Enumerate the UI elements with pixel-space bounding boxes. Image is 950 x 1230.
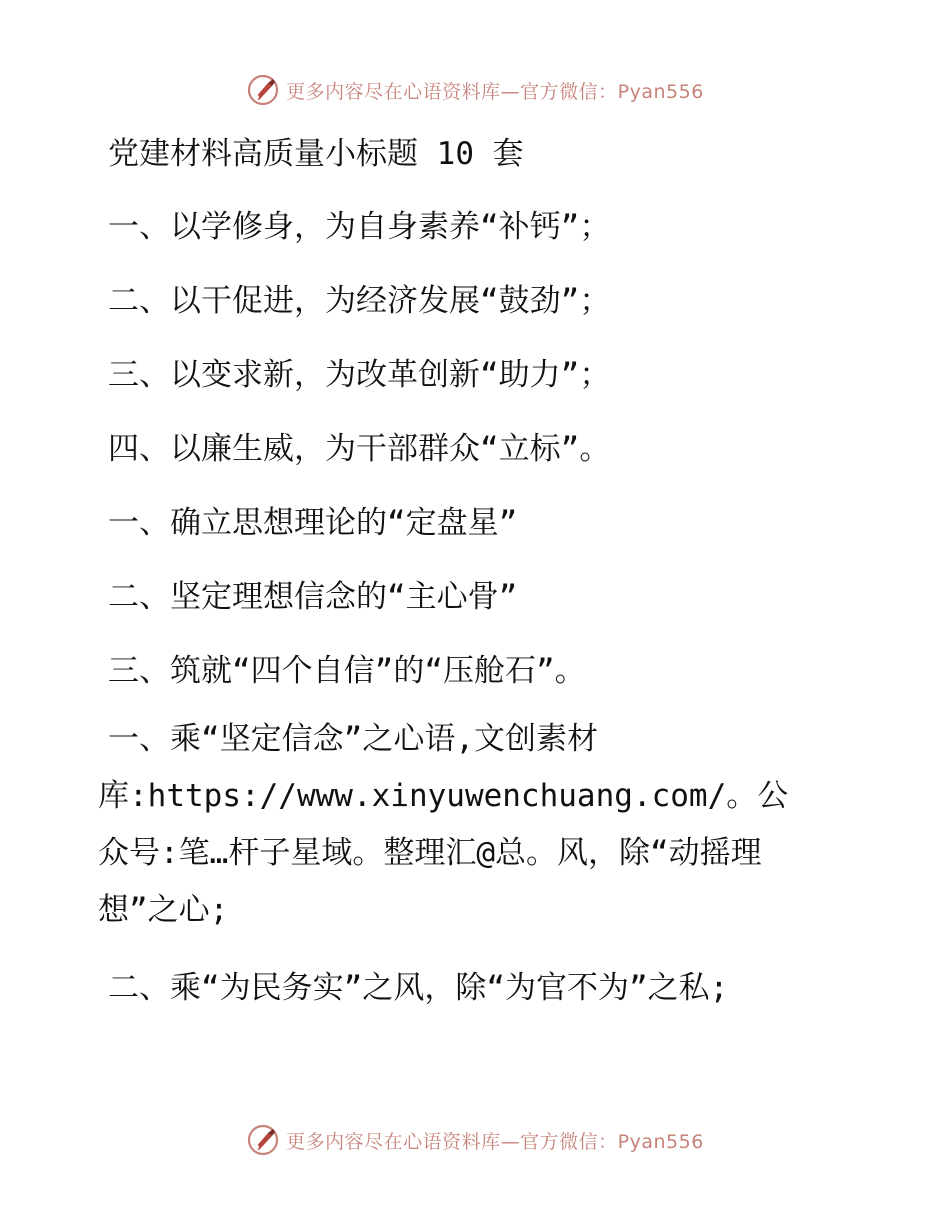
list-item: 三、筑就“四个自信”的“压舱石”。	[108, 653, 586, 689]
list-item: 一、以学修身，为自身素养“补钙”；	[108, 209, 611, 245]
list-item: 三、以变求新，为改革创新“助力”；	[108, 357, 611, 393]
paragraph: 一、乘“坚定信念”之心语,文创素材库:https://www.xinyuwenchuang.com/。公众号:笔…杆子星域。整理汇@总。风，除“动摇理想”之心;	[98, 721, 789, 928]
paragraph: 二、乘“为民务实”之风，除“为官不为”之私;	[108, 970, 729, 1006]
header-watermark	[0, 70, 950, 110]
list-item: 一、确立思想理论的“定盘星”	[108, 505, 518, 541]
list-item: 二、坚定理想信念的“主心骨”	[108, 579, 518, 615]
quill-pen-seal-icon	[246, 73, 280, 107]
watermark-text: 更多内容尽在心语资料库—官方微信：Pyan556	[286, 1130, 704, 1153]
footer-watermark	[0, 1120, 950, 1160]
watermark-text: 更多内容尽在心语资料库—官方微信：Pyan556	[286, 80, 704, 103]
document-title: 党建材料高质量小标题 10 套	[108, 136, 524, 172]
list-item: 二、以干促进，为经济发展“鼓劲”；	[108, 283, 611, 319]
list-item: 四、以廉生威，为干部群众“立标”。	[108, 431, 611, 467]
quill-pen-seal-icon	[246, 1123, 280, 1157]
